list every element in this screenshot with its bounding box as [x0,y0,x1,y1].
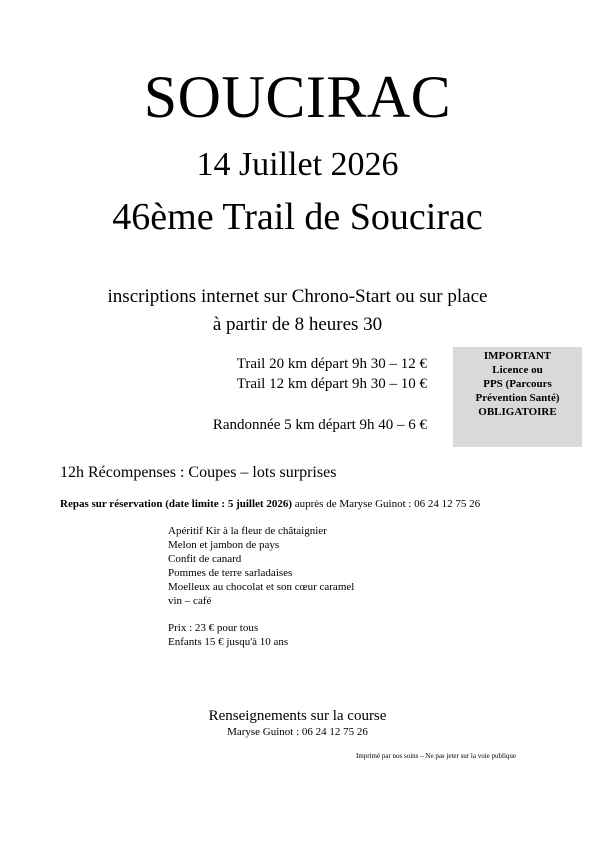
footer-note: Imprimé par nos soins – Ne pas jeter sur la voie publique [356,752,516,760]
menu-item: Melon et jambon de pays [168,539,280,551]
important-line: Prévention Santé) [475,392,560,404]
race-trail-20km: Trail 20 km départ 9h 30 – 12 € [236,356,427,372]
meal-menu [168,524,354,608]
meal-prices [168,621,288,649]
important-line: PPS (Parcours [483,378,552,390]
page-title: SOUCIRAC [143,64,452,130]
important-line: OBLIGATOIRE [478,406,557,418]
menu-item: Confit de canard [168,553,242,565]
menu-item: Apéritif Kir à la fleur de châtaignier [168,525,327,537]
menu-item: vin – café [168,595,212,607]
price-adult: Prix : 23 € pour tous [168,622,259,634]
event-date: 14 Juillet 2026 [196,146,399,183]
registration-info-line-2: à partir de 8 heures 30 [212,314,383,335]
menu-item: Pommes de terre sarladaises [168,567,293,579]
race-randonnee-5km: Randonnée 5 km départ 9h 40 – 6 € [212,417,427,433]
menu-item: Moelleux au chocolat et son cœur caramel [168,581,355,593]
race-trail-12km: Trail 12 km départ 9h 30 – 10 € [236,376,427,392]
meal-reservation-contact: auprès de Maryse Guinot : 06 24 12 75 26 [291,498,481,510]
rewards-info: 12h Récompenses : Coupes – lots surprises [60,464,337,481]
info-contact: Maryse Guinot : 06 24 12 75 26 [227,726,368,738]
event-name: 46ème Trail de Soucirac [112,196,483,238]
important-notice-box [453,347,582,447]
price-child: Enfants 15 € jusqu'à 10 ans [168,636,289,648]
registration-info-line-1: inscriptions internet sur Chrono-Start ou sur place [107,286,488,307]
important-line: Licence ou [492,364,543,376]
info-heading: Renseignements sur la course [208,708,387,724]
meal-reservation-info [60,497,480,511]
important-line: IMPORTANT [483,350,552,362]
meal-reservation-label: Repas sur réservation (date limite : 5 juillet 2026) [60,498,292,510]
